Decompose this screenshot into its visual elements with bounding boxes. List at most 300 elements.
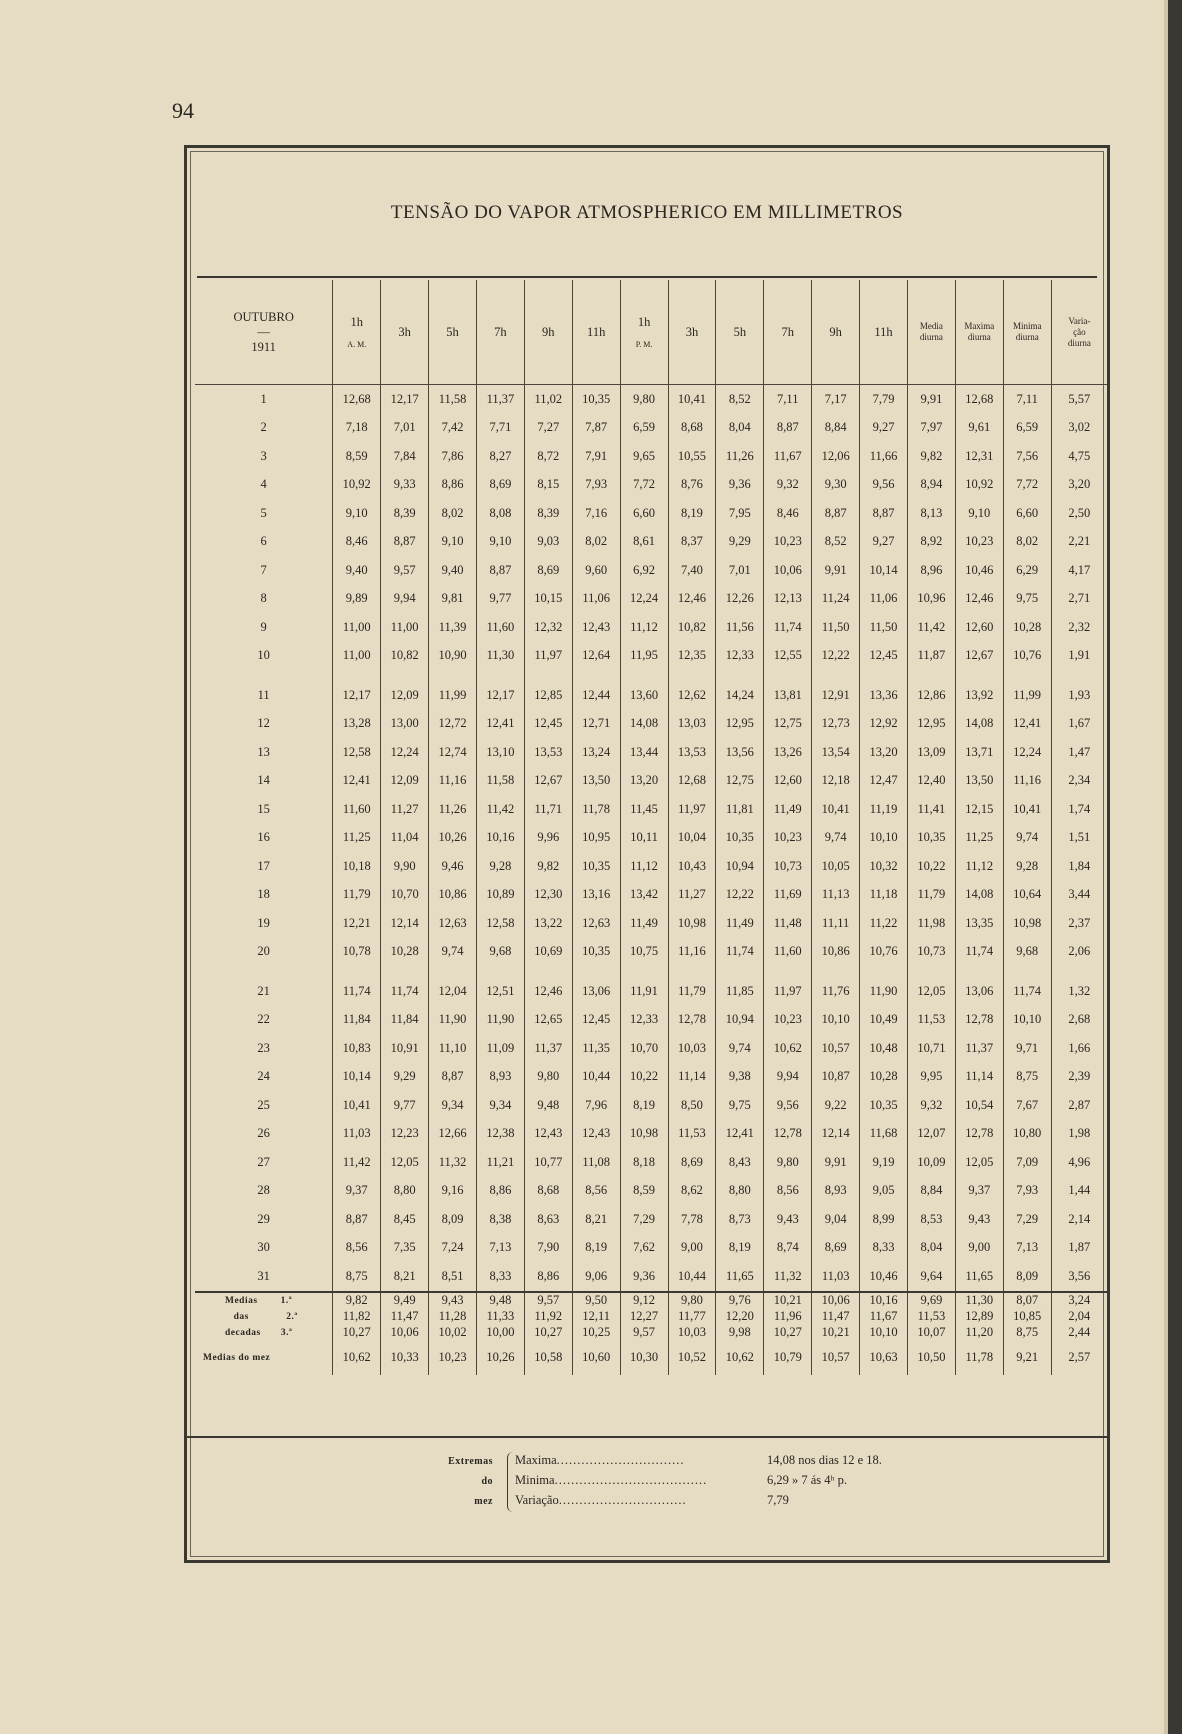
value-cell: 8,61 — [620, 528, 668, 557]
decade-gap — [195, 966, 1107, 977]
value-cell: 8,33 — [476, 1262, 524, 1292]
value-cell: 7,40 — [668, 556, 716, 585]
value-cell: 8,69 — [476, 471, 524, 500]
day-cell: 7 — [260, 562, 267, 577]
value-cell: 11,90 — [429, 1006, 477, 1035]
day-cell: 5 — [260, 505, 267, 520]
value-cell: 11,12 — [955, 852, 1003, 881]
value-cell: 12,68 — [955, 385, 1003, 414]
value-cell: 10,64 — [1003, 881, 1051, 910]
value-cell: 1,32 — [1051, 977, 1107, 1006]
value-cell: 8,53 — [907, 1205, 955, 1234]
value-cell: 12,17 — [333, 681, 381, 710]
value-cell: 7,72 — [620, 471, 668, 500]
table-row — [195, 385, 1107, 414]
value-cell: 13,60 — [620, 681, 668, 710]
value-cell: 13,09 — [907, 738, 955, 767]
value-cell: 8,56 — [572, 1177, 620, 1206]
day-cell: 26 — [257, 1126, 270, 1141]
value-cell: 12,60 — [955, 613, 1003, 642]
value-cell: 12,24 — [381, 738, 429, 767]
value-cell: 11,22 — [860, 909, 908, 938]
table-row — [195, 613, 1107, 642]
value-cell: 11,42 — [476, 795, 524, 824]
value-cell: 8,87 — [429, 1063, 477, 1092]
value-cell: 11,00 — [381, 613, 429, 642]
value-cell: 12,74 — [429, 738, 477, 767]
day-cell: 14 — [257, 773, 270, 788]
value-cell: 9,65 — [620, 442, 668, 471]
value-cell: 7,87 — [572, 414, 620, 443]
value-cell: 13,35 — [955, 909, 1003, 938]
title-rule — [197, 276, 1097, 278]
value-cell: 8,68 — [524, 1177, 572, 1206]
value-cell: 10,82 — [381, 642, 429, 671]
value-cell: 8,94 — [907, 471, 955, 500]
value-cell: 8,84 — [812, 414, 860, 443]
value-cell: 8,69 — [668, 1148, 716, 1177]
value-cell: 9,77 — [476, 585, 524, 614]
value-cell: 8,39 — [381, 499, 429, 528]
value-cell: 12,33 — [620, 1006, 668, 1035]
value-cell: 13,10 — [476, 738, 524, 767]
value-cell: 6,29 — [1003, 556, 1051, 585]
value-cell: 12,17 — [476, 681, 524, 710]
day-cell: 25 — [257, 1097, 270, 1112]
value-cell: 8,45 — [381, 1205, 429, 1234]
value-cell: 12,95 — [907, 710, 955, 739]
day-cell: 6 — [260, 534, 267, 549]
value-cell: 10,98 — [620, 1120, 668, 1149]
hour-header: 3h — [381, 280, 429, 385]
day-cell: 10 — [257, 648, 270, 663]
value-cell: 10,86 — [429, 881, 477, 910]
value-cell: 11,03 — [812, 1262, 860, 1292]
value-cell: 7,84 — [381, 442, 429, 471]
value-cell: 12,32 — [524, 613, 572, 642]
table-row — [195, 1063, 1107, 1092]
hour-header: 3h — [668, 280, 716, 385]
value-cell: 12,67 — [955, 642, 1003, 671]
value-cell: 1,91 — [1051, 642, 1107, 671]
value-cell: 12,85 — [524, 681, 572, 710]
value-cell: 8,87 — [381, 528, 429, 557]
table-row — [195, 824, 1107, 853]
value-cell: 10,23 — [764, 1006, 812, 1035]
day-cell: 16 — [257, 830, 270, 845]
value-cell: 11,48 — [764, 909, 812, 938]
value-cell: 9,71 — [1003, 1034, 1051, 1063]
value-cell: 10,89 — [476, 881, 524, 910]
value-cell: 12,95 — [716, 710, 764, 739]
table-row — [195, 938, 1107, 967]
value-cell: 1,93 — [1051, 681, 1107, 710]
value-cell: 11,74 — [955, 938, 1003, 967]
value-cell: 12,66 — [429, 1120, 477, 1149]
value-cell: 11,21 — [476, 1148, 524, 1177]
value-cell: 8,19 — [572, 1234, 620, 1263]
value-cell: 11,97 — [524, 642, 572, 671]
value-cell: 11,00 — [333, 642, 381, 671]
value-cell: 6,60 — [620, 499, 668, 528]
value-cell: 11,02 — [524, 385, 572, 414]
value-cell: 11,76 — [812, 977, 860, 1006]
value-cell: 13,00 — [381, 710, 429, 739]
value-cell: 2,06 — [1051, 938, 1107, 967]
value-cell: 3,02 — [1051, 414, 1107, 443]
hour-header: 9h — [812, 280, 860, 385]
value-cell: 9,37 — [955, 1177, 1003, 1206]
value-cell: 9,91 — [812, 1148, 860, 1177]
value-cell: 10,98 — [1003, 909, 1051, 938]
table-row — [195, 414, 1107, 443]
value-cell: 7,62 — [620, 1234, 668, 1263]
value-cell: 10,41 — [333, 1091, 381, 1120]
value-cell: 14,08 — [955, 881, 1003, 910]
table-row — [195, 528, 1107, 557]
value-cell: 12,06 — [812, 442, 860, 471]
value-cell: 12,58 — [333, 738, 381, 767]
month-mean-row: Medias do mez 10,62 10,33 10,23 10,26 10,58 10,60 10,30 10,52 10,62 10,79 10,57 10,63 10,50 11,78 9,21 2,57 — [195, 1341, 1107, 1375]
value-cell: 11,53 — [668, 1120, 716, 1149]
value-cell: 8,38 — [476, 1205, 524, 1234]
table-row — [195, 642, 1107, 671]
value-cell: 12,04 — [429, 977, 477, 1006]
table-row — [195, 1006, 1107, 1035]
value-cell: 8,69 — [812, 1234, 860, 1263]
value-cell: 9,43 — [764, 1205, 812, 1234]
value-cell: 9,75 — [716, 1091, 764, 1120]
table-row — [195, 1177, 1107, 1206]
value-cell: 7,93 — [1003, 1177, 1051, 1206]
value-cell: 2,87 — [1051, 1091, 1107, 1120]
value-cell: 8,56 — [333, 1234, 381, 1263]
value-cell: 7,27 — [524, 414, 572, 443]
value-cell: 12,58 — [476, 909, 524, 938]
value-cell: 9,82 — [524, 852, 572, 881]
value-cell: 12,55 — [764, 642, 812, 671]
value-cell: 7,67 — [1003, 1091, 1051, 1120]
value-cell: 8,68 — [668, 414, 716, 443]
value-cell: 11,16 — [1003, 767, 1051, 796]
value-cell: 7,90 — [524, 1234, 572, 1263]
value-cell: 10,82 — [668, 613, 716, 642]
value-cell: 12,05 — [381, 1148, 429, 1177]
decade-label: Medias 1.ª — [195, 1292, 333, 1309]
value-cell: 8,69 — [524, 556, 572, 585]
value-cell: 12,75 — [716, 767, 764, 796]
value-cell: 11,13 — [812, 881, 860, 910]
value-cell: 7,86 — [429, 442, 477, 471]
value-cell: 11,84 — [333, 1006, 381, 1035]
value-cell: 11,98 — [907, 909, 955, 938]
page-edge — [1168, 0, 1182, 1734]
value-cell: 8,62 — [668, 1177, 716, 1206]
value-cell: 8,87 — [860, 499, 908, 528]
value-cell: 8,92 — [907, 528, 955, 557]
value-cell: 8,18 — [620, 1148, 668, 1177]
value-cell: 9,16 — [429, 1177, 477, 1206]
value-cell: 2,37 — [1051, 909, 1107, 938]
value-cell: 12,13 — [764, 585, 812, 614]
value-cell: 10,46 — [955, 556, 1003, 585]
value-cell: 11,03 — [333, 1120, 381, 1149]
header-row — [195, 280, 1107, 385]
day-cell: 29 — [257, 1211, 270, 1226]
day-cell: 22 — [257, 1012, 270, 1027]
value-cell: 8,93 — [476, 1063, 524, 1092]
day-cell: 1 — [260, 391, 267, 406]
value-cell: 10,86 — [812, 938, 860, 967]
value-cell: 8,76 — [668, 471, 716, 500]
value-cell: 12,43 — [572, 613, 620, 642]
value-cell: 10,06 — [764, 556, 812, 585]
value-cell: 8,50 — [668, 1091, 716, 1120]
value-cell: 12,24 — [1003, 738, 1051, 767]
value-cell: 12,09 — [381, 767, 429, 796]
value-cell: 7,09 — [1003, 1148, 1051, 1177]
value-cell: 11,74 — [716, 938, 764, 967]
value-cell: 10,28 — [1003, 613, 1051, 642]
value-cell: 10,43 — [668, 852, 716, 881]
value-cell: 12,75 — [764, 710, 812, 739]
decade-label: decadas 3.ª — [225, 1327, 293, 1338]
value-cell: 10,23 — [764, 528, 812, 557]
value-cell: 9,64 — [907, 1262, 955, 1292]
extreme-minima: Minima..................................... — [515, 1473, 708, 1487]
value-cell: 2,14 — [1051, 1205, 1107, 1234]
value-cell: 11,37 — [955, 1034, 1003, 1063]
value-cell: 9,29 — [716, 528, 764, 557]
value-cell: 8,09 — [429, 1205, 477, 1234]
extremes-rule — [187, 1436, 1107, 1438]
value-cell: 10,03 — [668, 1034, 716, 1063]
value-cell: 12,43 — [524, 1120, 572, 1149]
value-cell: 9,75 — [1003, 585, 1051, 614]
value-cell: 11,65 — [716, 1262, 764, 1292]
value-cell: 12,64 — [572, 642, 620, 671]
value-cell: 1,44 — [1051, 1177, 1107, 1206]
day-cell: 15 — [257, 801, 270, 816]
value-cell: 12,05 — [907, 977, 955, 1006]
value-cell: 1,84 — [1051, 852, 1107, 881]
value-cell: 7,17 — [812, 385, 860, 414]
value-cell: 8,04 — [907, 1234, 955, 1263]
value-cell: 10,44 — [572, 1063, 620, 1092]
value-cell: 12,78 — [955, 1120, 1003, 1149]
value-cell: 11,06 — [572, 585, 620, 614]
value-cell: 13,16 — [572, 881, 620, 910]
value-cell: 2,50 — [1051, 499, 1107, 528]
value-cell: 10,04 — [668, 824, 716, 853]
value-cell: 9,61 — [955, 414, 1003, 443]
value-cell: 8,87 — [764, 414, 812, 443]
value-cell: 11,00 — [333, 613, 381, 642]
value-cell: 11,25 — [955, 824, 1003, 853]
value-cell: 9,40 — [429, 556, 477, 585]
table-row — [195, 1148, 1107, 1177]
table-row — [195, 1205, 1107, 1234]
value-cell: 12,45 — [524, 710, 572, 739]
day-cell: 12 — [257, 716, 270, 731]
day-cell: 19 — [257, 915, 270, 930]
value-cell: 10,35 — [907, 824, 955, 853]
value-cell: 12,46 — [955, 585, 1003, 614]
value-cell: 12,45 — [860, 642, 908, 671]
value-cell: 12,63 — [572, 909, 620, 938]
value-cell: 11,04 — [381, 824, 429, 853]
value-cell: 7,96 — [572, 1091, 620, 1120]
value-cell: 2,21 — [1051, 528, 1107, 557]
decade-label: das 2.ª — [233, 1311, 298, 1322]
value-cell: 11,19 — [860, 795, 908, 824]
value-cell: 8,84 — [907, 1177, 955, 1206]
extreme-maxima: Maxima............................... — [515, 1453, 685, 1467]
value-cell: 12,46 — [524, 977, 572, 1006]
value-cell: 10,10 — [1003, 1006, 1051, 1035]
value-cell: 11,74 — [1003, 977, 1051, 1006]
value-cell: 10,28 — [860, 1063, 908, 1092]
value-cell: 9,40 — [333, 556, 381, 585]
value-cell: 8,99 — [860, 1205, 908, 1234]
value-cell: 13,50 — [572, 767, 620, 796]
value-cell: 9,74 — [429, 938, 477, 967]
value-cell: 10,09 — [907, 1148, 955, 1177]
value-cell: 10,98 — [668, 909, 716, 938]
value-cell: 12,14 — [812, 1120, 860, 1149]
value-cell: 9,60 — [572, 556, 620, 585]
decade-row: Medias 1.ª 9,82 9,49 9,43 9,48 9,57 9,50 9,12 9,80 9,76 10,21 10,06 10,16 9,69 11,30 8,07 3,24 — [195, 1292, 1107, 1309]
table-row — [195, 681, 1107, 710]
value-cell: 13,44 — [620, 738, 668, 767]
value-cell: 13,22 — [524, 909, 572, 938]
value-cell: 8,15 — [524, 471, 572, 500]
value-cell: 12,46 — [668, 585, 716, 614]
value-cell: 7,29 — [620, 1205, 668, 1234]
value-cell: 11,14 — [668, 1063, 716, 1092]
value-cell: 10,77 — [524, 1148, 572, 1177]
value-cell: 1,51 — [1051, 824, 1107, 853]
value-cell: 10,73 — [764, 852, 812, 881]
value-cell: 11,99 — [429, 681, 477, 710]
value-cell: 12,21 — [333, 909, 381, 938]
value-cell: 9,80 — [764, 1148, 812, 1177]
value-cell: 12,91 — [812, 681, 860, 710]
value-cell: 12,31 — [955, 442, 1003, 471]
value-cell: 9,34 — [429, 1091, 477, 1120]
value-cell: 14,24 — [716, 681, 764, 710]
value-cell: 12,30 — [524, 881, 572, 910]
value-cell: 13,20 — [860, 738, 908, 767]
extreme-variacao-value: 7,79 — [767, 1493, 789, 1507]
value-cell: 9,96 — [524, 824, 572, 853]
value-cell: 13,71 — [955, 738, 1003, 767]
extreme-minima-value: 6,29 » 7 ás 4ʰ p. — [767, 1473, 848, 1487]
value-cell: 8,02 — [429, 499, 477, 528]
value-cell: 9,05 — [860, 1177, 908, 1206]
value-cell: 12,33 — [716, 642, 764, 671]
value-cell: 12,40 — [907, 767, 955, 796]
value-cell: 9,10 — [333, 499, 381, 528]
value-cell: 11,95 — [620, 642, 668, 671]
value-cell: 11,27 — [668, 881, 716, 910]
value-cell: 1,74 — [1051, 795, 1107, 824]
value-cell: 13,06 — [955, 977, 1003, 1006]
value-cell: 10,94 — [716, 1006, 764, 1035]
value-cell: 9,00 — [668, 1234, 716, 1263]
value-cell: 11,18 — [860, 881, 908, 910]
value-cell: 11,16 — [668, 938, 716, 967]
table-row — [195, 852, 1107, 881]
value-cell: 11,97 — [764, 977, 812, 1006]
value-cell: 4,96 — [1051, 1148, 1107, 1177]
value-cell: 10,41 — [668, 385, 716, 414]
value-cell: 12,47 — [860, 767, 908, 796]
value-cell: 10,69 — [524, 938, 572, 967]
month-header: OUTUBRO — 1911 — [195, 280, 333, 385]
value-cell: 14,08 — [955, 710, 1003, 739]
value-cell: 11,12 — [620, 613, 668, 642]
value-cell: 11,60 — [764, 938, 812, 967]
media-header: Media diurna — [907, 280, 955, 385]
value-cell: 9,10 — [476, 528, 524, 557]
value-cell: 12,78 — [764, 1120, 812, 1149]
value-cell: 9,10 — [955, 499, 1003, 528]
value-cell: 8,02 — [1003, 528, 1051, 557]
value-cell: 10,14 — [860, 556, 908, 585]
value-cell: 9,81 — [429, 585, 477, 614]
value-cell: 11,27 — [381, 795, 429, 824]
value-cell: 8,13 — [907, 499, 955, 528]
value-cell: 11,10 — [429, 1034, 477, 1063]
value-cell: 1,66 — [1051, 1034, 1107, 1063]
value-cell: 10,54 — [955, 1091, 1003, 1120]
value-cell: 9,74 — [812, 824, 860, 853]
day-cell: 28 — [257, 1183, 270, 1198]
value-cell: 13,56 — [716, 738, 764, 767]
value-cell: 14,08 — [620, 710, 668, 739]
value-cell: 10,35 — [572, 852, 620, 881]
value-cell: 8,75 — [333, 1262, 381, 1292]
value-cell: 13,28 — [333, 710, 381, 739]
value-cell: 10,48 — [860, 1034, 908, 1063]
value-cell: 10,23 — [764, 824, 812, 853]
extremes-label: Extremas — [448, 1456, 493, 1467]
value-cell: 11,49 — [620, 909, 668, 938]
day-cell: 9 — [260, 619, 267, 634]
value-cell: 10,14 — [333, 1063, 381, 1092]
value-cell: 9,91 — [907, 385, 955, 414]
day-cell: 18 — [257, 887, 270, 902]
table-row — [195, 499, 1107, 528]
value-cell: 11,74 — [764, 613, 812, 642]
value-cell: 10,41 — [1003, 795, 1051, 824]
value-cell: 7,35 — [381, 1234, 429, 1263]
value-cell: 9,28 — [476, 852, 524, 881]
value-cell: 12,09 — [381, 681, 429, 710]
value-cell: 8,21 — [572, 1205, 620, 1234]
extremes-label: do — [481, 1476, 493, 1487]
table-row — [195, 1120, 1107, 1149]
value-cell: 7,11 — [1003, 385, 1051, 414]
value-cell: 11,58 — [476, 767, 524, 796]
day-cell: 11 — [257, 687, 270, 702]
value-cell: 11,50 — [860, 613, 908, 642]
value-cell: 11,08 — [572, 1148, 620, 1177]
value-cell: 6,60 — [1003, 499, 1051, 528]
decade-gap — [195, 670, 1107, 681]
table-row — [195, 738, 1107, 767]
